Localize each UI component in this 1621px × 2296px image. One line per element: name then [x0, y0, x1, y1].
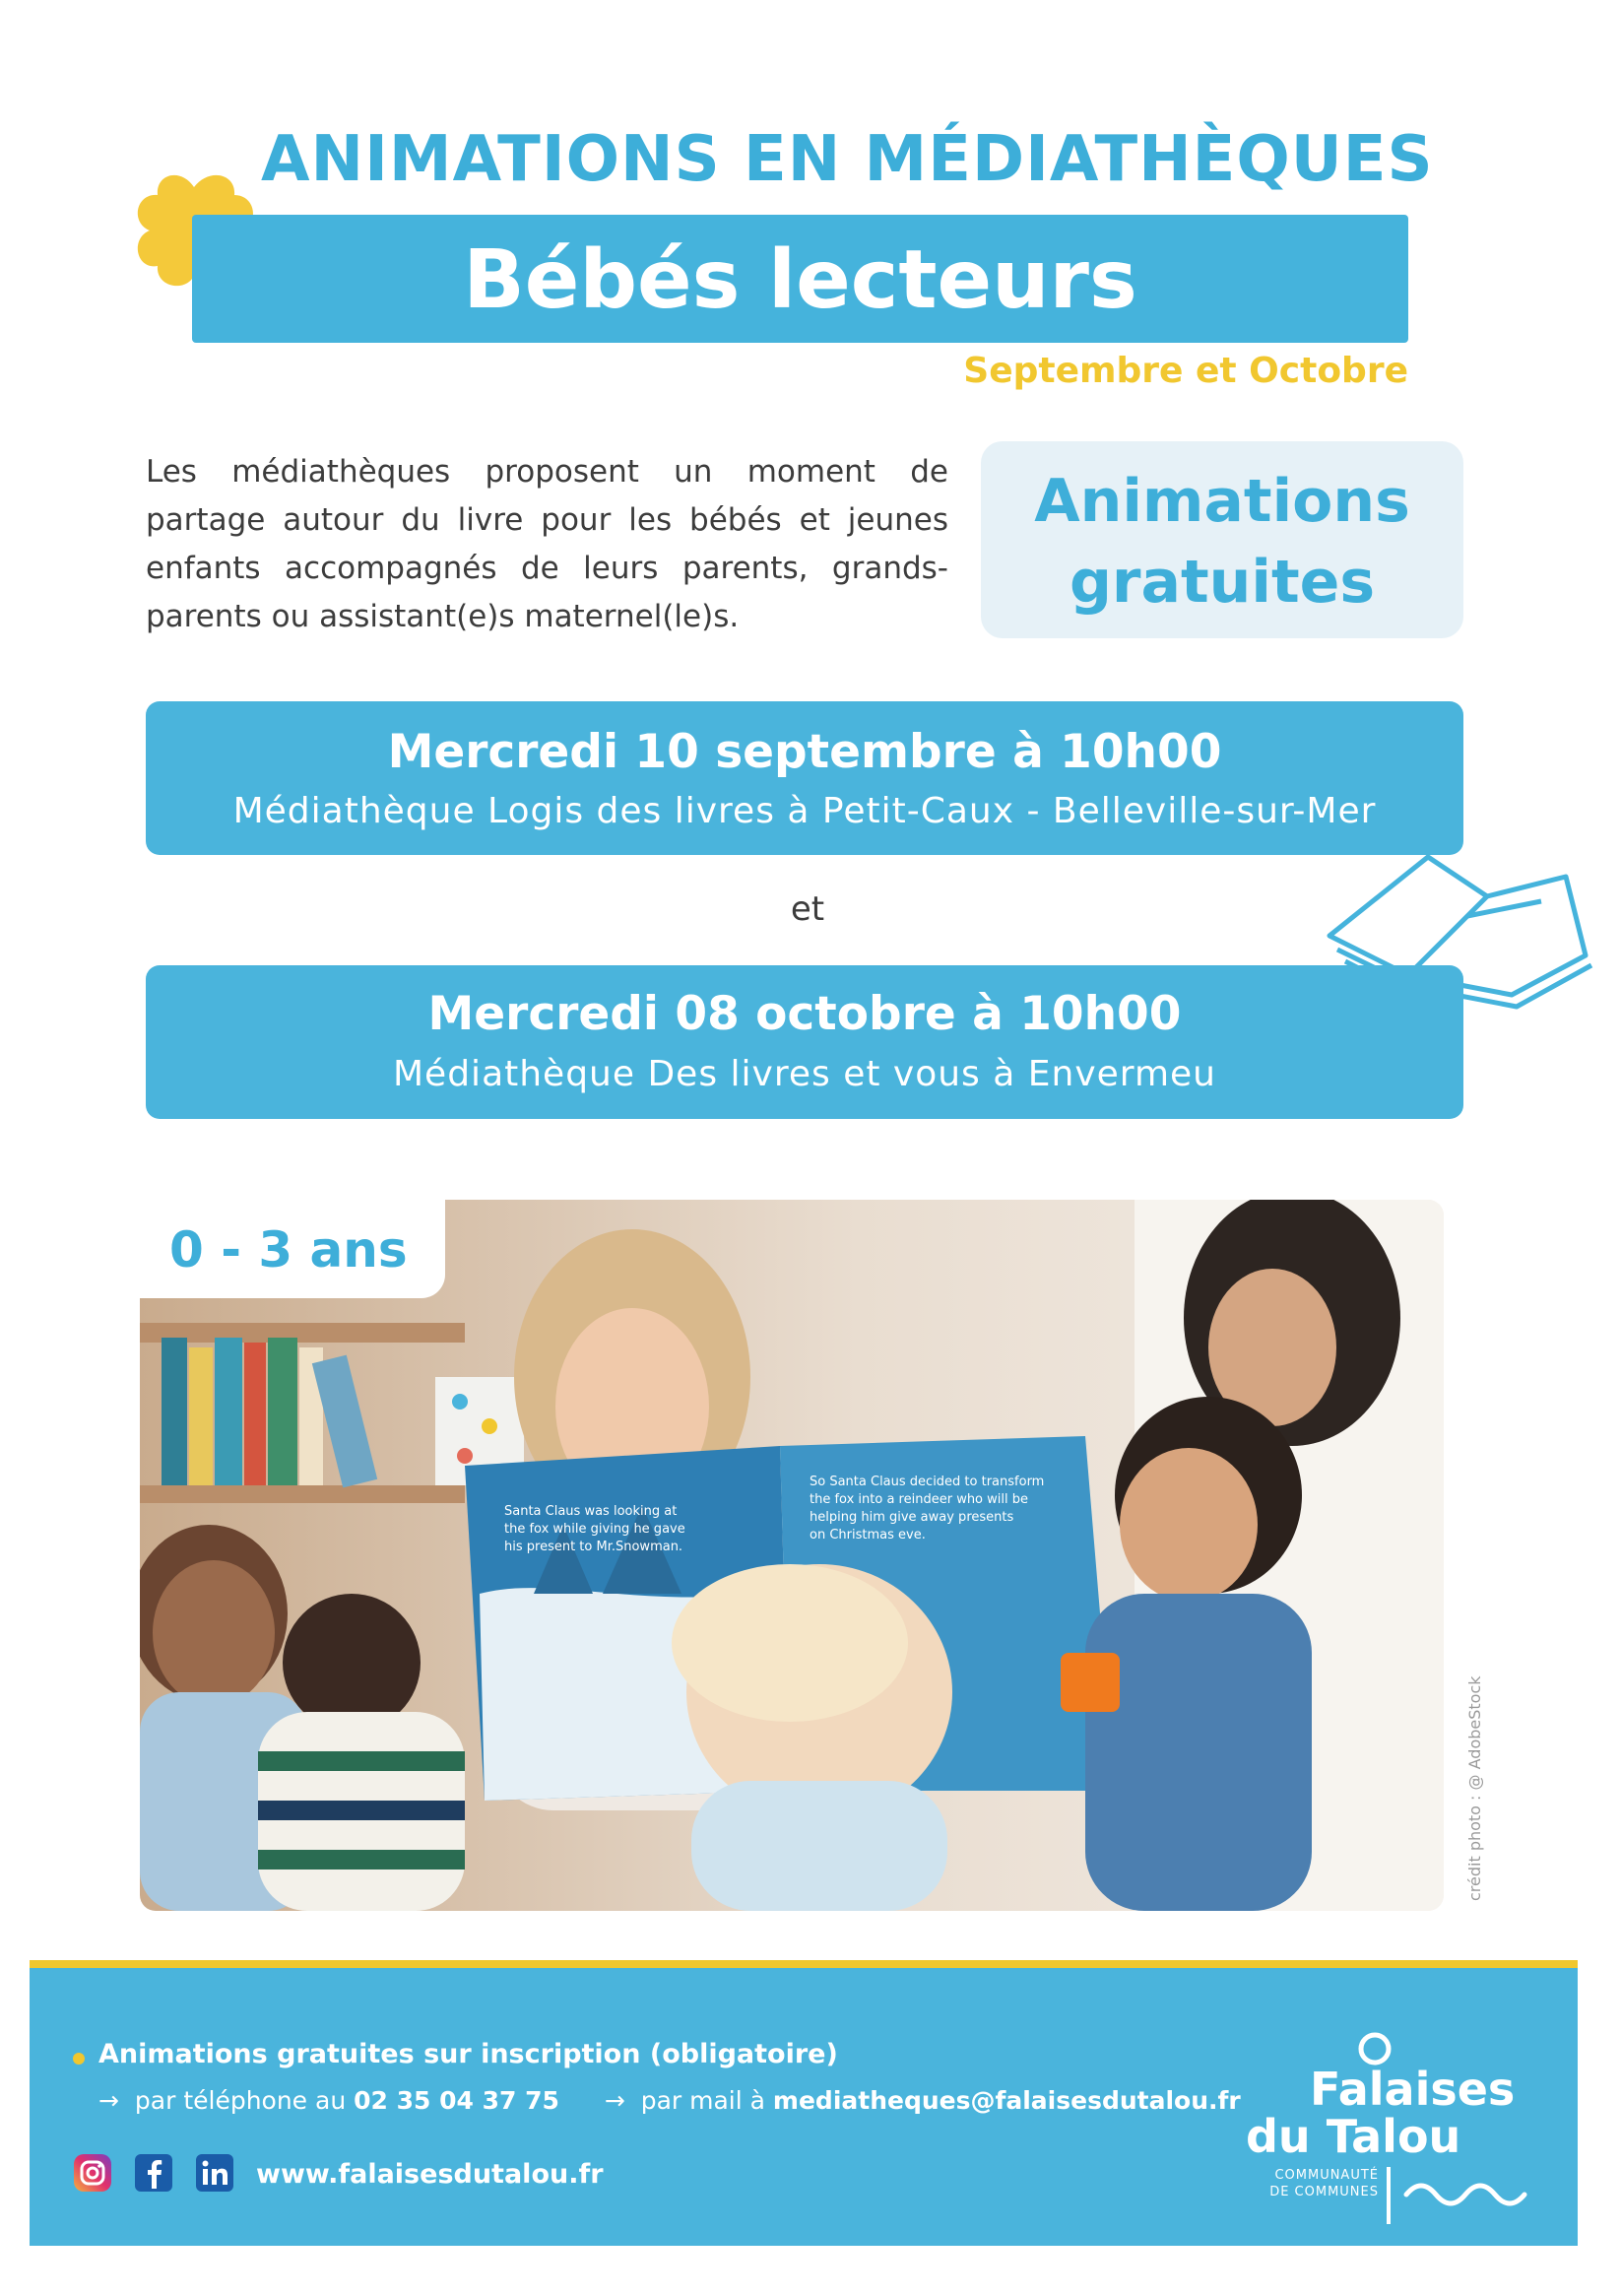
story-time-photo	[140, 1200, 1444, 1911]
photo-credit: crédit photo : @ AdobeStock	[1465, 1675, 1484, 1901]
header-title: ANIMATIONS EN MÉDIATHÈQUES	[261, 123, 1434, 196]
phone-prefix: par téléphone au	[134, 2086, 347, 2115]
book-left-text: Santa Claus was looking at the fox while giving he gave his present to Mr.Snowman.	[504, 1504, 685, 1554]
logo-subtitle-line2: DE COMMUNES	[1269, 2185, 1379, 2199]
instagram-icon[interactable]	[73, 2153, 112, 2193]
session-2-date: Mercredi 08 octobre à 10h00	[427, 987, 1182, 1041]
age-range-label: 0 - 3 ans	[169, 1221, 408, 1279]
page-title: Bébés lecteurs	[463, 233, 1137, 327]
phone-number[interactable]: 02 35 04 37 75	[354, 2086, 559, 2115]
book-right-text: So Santa Claus decided to transform the fox into a reindeer who will be helping him give away presents on Christmas eve.	[810, 1475, 1045, 1542]
session-1-date: Mercredi 10 septembre à 10h00	[387, 725, 1222, 779]
free-badge-line1: Animations	[1034, 467, 1410, 536]
photo-illustration	[140, 1200, 1444, 1911]
logo-subtitle	[1251, 2167, 1379, 2200]
period-label: Septembre et Octobre	[963, 351, 1408, 391]
linkedin-icon[interactable]	[195, 2153, 234, 2193]
facebook-icon[interactable]	[134, 2153, 173, 2193]
session-1-place: Médiathèque Logis des livres à Petit-Caux - Belleville-sur-Mer	[232, 791, 1377, 831]
contact-line	[98, 2086, 1241, 2115]
website-link[interactable]: www.falaisesdutalou.fr	[256, 2159, 604, 2190]
footer-accent-line	[30, 1960, 1578, 1968]
free-badge-text	[981, 461, 1463, 623]
session-2-place: Médiathèque Des livres et vous à Envermeu	[393, 1054, 1216, 1094]
bullet-dot-icon	[73, 2053, 85, 2065]
email-link[interactable]: mediatheques@falaisesdutalou.fr	[772, 2086, 1241, 2115]
free-badge-line2: gratuites	[1069, 548, 1376, 617]
connector-text: et	[790, 889, 825, 929]
logo-subtitle-line1: COMMUNAUTÉ	[1274, 2168, 1379, 2183]
logo-name-line2: du Talou	[1246, 2110, 1461, 2163]
intro-paragraph: Les médiathèques proposent un moment de partage autour du livre pour les bébés et jeunes enfants accompagnés de leurs parents, grands-parents ou assistant(e)s maternel(le)s.	[146, 454, 948, 634]
mail-prefix: par mail à	[640, 2086, 765, 2115]
logo-name-line1: Falaises	[1310, 2063, 1516, 2116]
registration-title: Animations gratuites sur inscription (obligatoire)	[98, 2039, 838, 2069]
arrow-right-icon: →	[604, 2086, 625, 2115]
arrow-right-icon: →	[98, 2086, 119, 2115]
